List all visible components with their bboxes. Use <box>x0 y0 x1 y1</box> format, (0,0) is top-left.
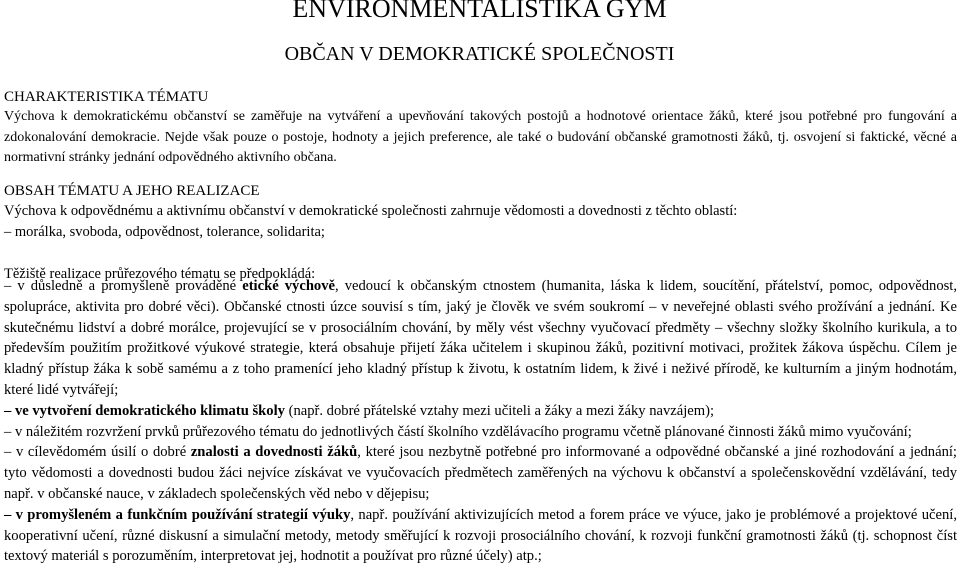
document-subtitle: OBČAN V DEMOKRATICKÉ SPOLEČNOSTI <box>284 43 675 65</box>
characteristics-text: Výchova k demokratickému občanství se zaměřuje na vytváření a upevňování takových postojů a hodnotové orientace žáků, které jsou potřebné pro fungování a zdokonalování demokracie. Nejde však pouze o postoje, hodnoty a jejich preference, ale také o budování občanské gramotnosti žáků, tj. osvojení si faktické, věcné a normativní stránky jednání odpovědného aktivního občana. <box>4 109 957 165</box>
realization-list <box>4 276 957 567</box>
content-heading: OBSAH TÉMATU A JEHO REALIZACE <box>4 183 260 199</box>
realization-item-strategies <box>4 505 957 567</box>
item-text: , vedoucí k občanským ctnostem (humanita, láska k lidem, soucítění, přátelství, pomoc, odpovědnost, spolupráce, aktivita pro dobré věci). Občanské ctnosti úzce souvisí s tím, jaký je člověk ve svém soukromí – v neveřejné oblasti svého prožívání a jednání. Ke skutečnému lidství a dobré morálce, projevující se v prosociálním chování, by měly vést všechny vyučovací předměty – všechny složky školního kurikula, a to především použitím prožitkové výukové strategie, která obsahuje přijetí žáka učitelem i skupinou žáků, pozitivní motivaci, prožitek žákova úspěchu. Cílem je kladný přístup žáka k sobě samému a z toho pramenící jeho kladný přístup k životu, k ostatním lidem, k živé i neživé přírodě, ke kulturním a jiným hodnotám, které lidé vytvářejí; <box>4 278 957 398</box>
item-prefix: – v cílevědomém úsilí o dobré <box>4 444 191 461</box>
document-title: ENVIRONMENTALISTIKA GYM <box>292 0 667 23</box>
characteristics-heading: CHARAKTERISTIKA TÉMATU <box>4 89 209 105</box>
realization-item-climate <box>4 401 957 422</box>
item-emphasis: – ve vytvoření demokratického klimatu školy <box>4 402 285 419</box>
item-prefix: – v důsledně a promyšleně prováděné <box>4 278 243 294</box>
item-emphasis: etické výchově <box>242 278 336 294</box>
characteristics-section <box>4 88 957 169</box>
item-emphasis: znalosti a dovednosti žáků <box>190 444 358 461</box>
item-text: , které jsou nezbytně potřebné pro informované a odpovědné občanské a jiné rozhodování a jednání; tyto vědomosti a dovednosti budou žáci nejvíce získávat ve vyučovacích předmětech zaměřených na výchovu k občanství a společenskovědní vzdělávání, tedy např. v občanské nauce, v základech společenských věd nebo v dějepisu; <box>4 444 957 502</box>
content-section <box>4 182 957 285</box>
item-text: , např. používání aktivizujících metod a forem práce ve výuce, jako je problémové a projektové učení, kooperativní učení, různé diskusní a simulační metody, metody směřující k rozvoji prosociálního chování, k rozvoji funkční gramotnosti žáků (tj. schopnost číst textový materiál s porozuměním, interpretovat jej, hodnotit a používat pro různé účely) atp.; <box>4 506 957 565</box>
item-text: (např. dobré přátelské vztahy mezi učiteli a žáky a mezi žáky navzájem); <box>284 402 715 419</box>
realization-item-distribution: – v náležitém rozvržení prvků průřezového tématu do jednotlivých částí školního vzdělávacího programu včetně plánované činnosti žáků mimo vyučování; <box>4 423 912 440</box>
realization-intro: Těžiště realizace průřezového tématu se předpokládá: <box>4 265 316 282</box>
content-areas: – morálka, svoboda, odpovědnost, tolerance, solidarita; <box>4 224 325 241</box>
content-intro: Výchova k odpovědnému a aktivnímu občanství v demokratické společnosti zahrnuje vědomosti a dovednosti z těchto oblastí: <box>4 203 738 219</box>
realization-item-ethics <box>4 276 957 401</box>
item-emphasis: – v promyšleném a funkčním používání strategií výuky <box>4 506 351 523</box>
realization-item-knowledge <box>4 442 957 504</box>
